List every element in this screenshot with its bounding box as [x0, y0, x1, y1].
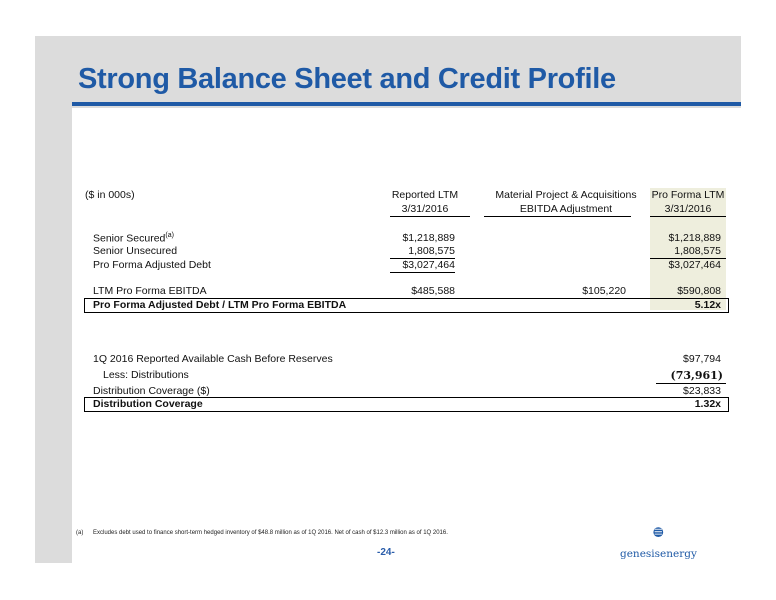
- header-rule: [484, 216, 631, 217]
- slide-title: Strong Balance Sheet and Credit Profile: [78, 63, 616, 95]
- cell-adjustment: $105,220: [582, 285, 626, 297]
- header-rule: [650, 216, 726, 217]
- header-rule: [390, 216, 470, 217]
- footnote-marker: (a): [76, 530, 84, 536]
- coverage-value: 1.32x: [694, 398, 721, 410]
- col-header-reported-line1: Reported LTM: [391, 189, 459, 201]
- col-header-adjustment-line1: Material Project & Acquisitions: [495, 189, 637, 201]
- row-label-distributions: Less: Distributions: [103, 369, 189, 381]
- cell-distributions: (73,961): [670, 369, 723, 382]
- col-header-reported-line2: 3/31/2016: [401, 203, 449, 215]
- row-label-coverage-dollars: Distribution Coverage ($): [93, 385, 210, 397]
- leverage-label: Pro Forma Adjusted Debt / LTM Pro Forma EBITDA: [93, 299, 347, 311]
- footnote-ref: (a): [165, 232, 174, 239]
- col-header-proforma-line1: Pro Forma LTM: [651, 189, 725, 201]
- row-label-available-cash: 1Q 2016 Reported Available Cash Before Reserves: [93, 353, 333, 365]
- content-panel: [72, 108, 741, 566]
- cell-reported: $1,218,889: [402, 232, 455, 244]
- cell-proforma: 1,808,575: [674, 245, 721, 257]
- cell-coverage-dollars: $23,833: [683, 385, 721, 397]
- page-number: -24-: [377, 547, 395, 558]
- row-label-senior-secured: Senior Secured$^{(a)}$: [93, 232, 174, 245]
- sum-rule: [656, 383, 726, 384]
- cell-reported: $485,588: [411, 285, 455, 297]
- title-underline: [72, 102, 741, 106]
- row-label-senior-unsecured: Senior Unsecured: [93, 245, 178, 257]
- cell-proforma: $3,027,464: [668, 259, 721, 271]
- cell-reported: $3,027,464: [402, 259, 455, 271]
- col-header-proforma-line2: 3/31/2016: [664, 203, 712, 215]
- financial-table: [72, 108, 741, 566]
- cell-proforma: $1,218,889: [668, 232, 721, 244]
- genesis-e-icon: [620, 526, 710, 548]
- company-logo-text: genesisenergy: [620, 548, 697, 560]
- cell-proforma: $590,808: [677, 285, 721, 297]
- coverage-label: Distribution Coverage: [93, 398, 203, 410]
- cell-reported: 1,808,575: [408, 245, 455, 257]
- slide: [35, 36, 741, 563]
- col-header-adjustment-line2: EBITDA Adjustment: [519, 203, 613, 215]
- cell-available-cash: $97,794: [683, 353, 721, 365]
- row-label-ltm-ebitda: LTM Pro Forma EBITDA: [93, 285, 207, 297]
- row-label-pro-forma-debt: Pro Forma Adjusted Debt: [93, 259, 211, 271]
- units-label: ($ in 000s): [85, 189, 135, 201]
- footnote-text: Excludes debt used to finance short-term hedged inventory of $48.8 million as of 1Q 2016. Net of cash of $12.3 million as of 1Q 2016.: [93, 530, 448, 536]
- sum-rule: [390, 272, 455, 273]
- leverage-value: 5.12x: [694, 299, 721, 311]
